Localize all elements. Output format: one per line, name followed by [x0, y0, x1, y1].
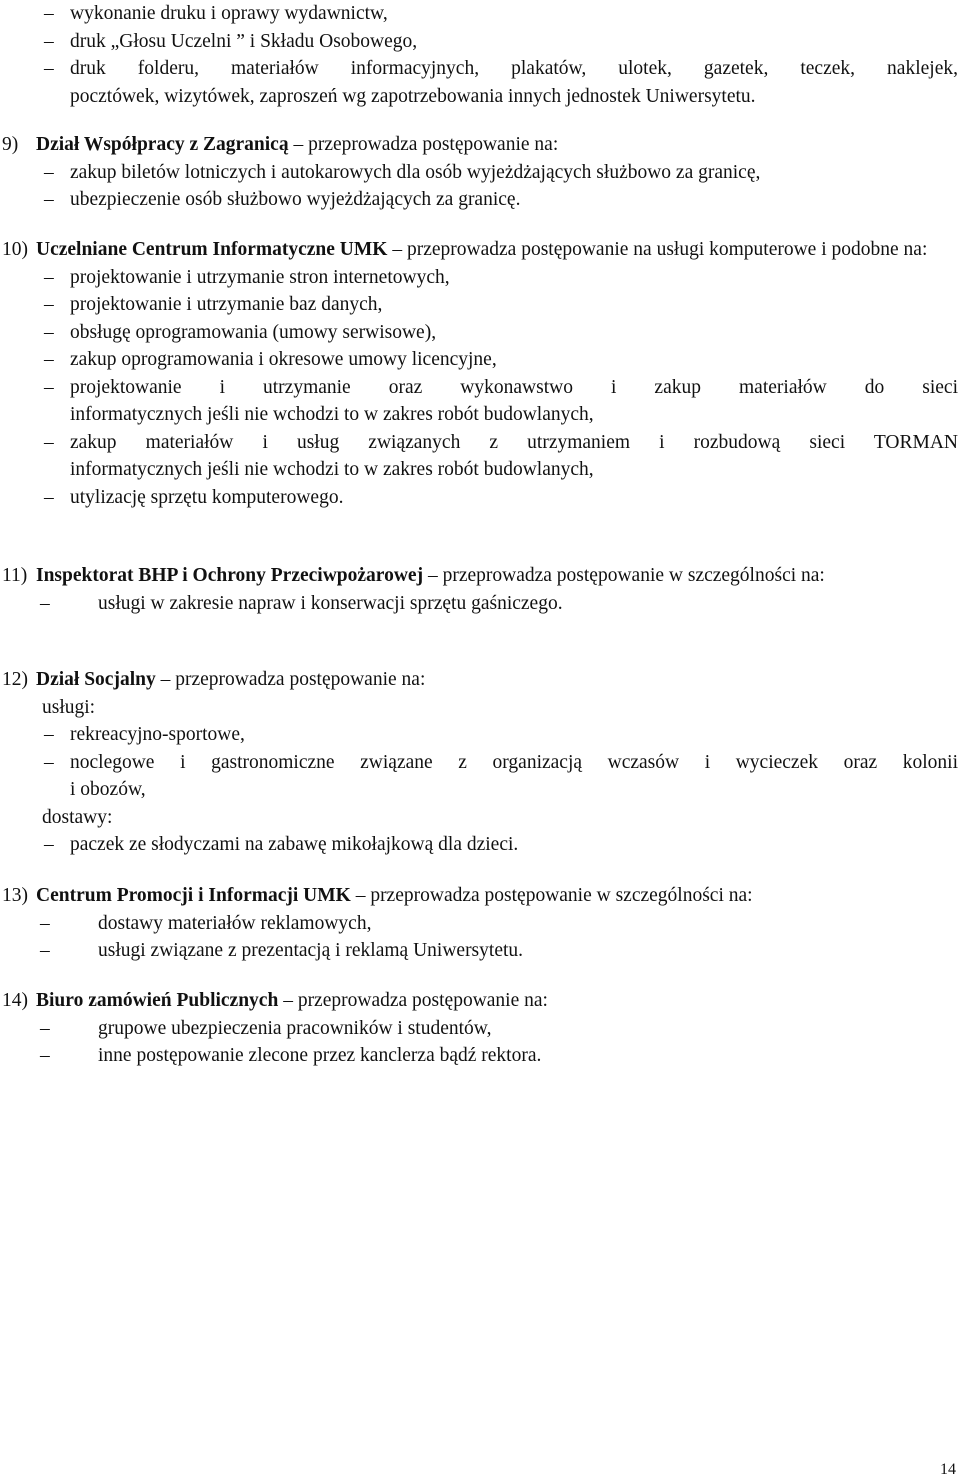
dash-marker: – — [44, 30, 54, 52]
dash-marker: – — [44, 751, 54, 773]
dash-marker: – — [44, 431, 54, 453]
unit-name: Dział Socjalny — [36, 669, 156, 690]
dash-marker: – — [40, 940, 50, 961]
section-number: 10) — [2, 239, 28, 260]
section-heading: Dział Socjalny – przeprowadza postępowanie na: — [36, 669, 426, 690]
section-number: 14) — [2, 990, 28, 1011]
list-item: – projektowanie i utrzymanie stron internetowych, — [36, 264, 958, 292]
intro-section — [0, 0, 958, 110]
services-label: usługi: — [42, 696, 96, 718]
dash-marker: – — [44, 161, 54, 183]
section-number: 12) — [2, 669, 28, 690]
dash-marker: – — [44, 321, 54, 343]
list-item-continuation: informatycznych jeśli nie wchodzi to w zakres robót budowlanych, — [70, 459, 594, 480]
list-item: – dostawy materiałów reklamowych, — [36, 910, 958, 938]
section-11 — [0, 562, 958, 617]
list-item-continuation: i obozów, — [70, 779, 146, 800]
list-item: – usługi w zakresie napraw i konserwacji sprzętu gaśniczego. — [36, 590, 958, 618]
list-item: – rekreacyjno-sportowe, — [36, 721, 958, 749]
list-item: – zakup materiałów i usług związanych z utrzymaniem i rozbudową sieci TORMAN — [36, 429, 958, 457]
list-item: – usługi związane z prezentacją i reklamą Uniwersytetu. — [36, 937, 958, 965]
list-item: – utylizację sprzętu komputerowego. — [36, 484, 958, 512]
section-number: 11) — [2, 565, 28, 586]
dash-marker: – — [44, 3, 54, 24]
dash-marker: – — [44, 486, 54, 508]
list-item: – grupowe ubezpieczenia pracowników i studentów, — [36, 1015, 958, 1043]
section-heading: Inspektorat BHP i Ochrony Przeciwpożarowej – przeprowadza postępowanie w szczególności na: — [36, 565, 825, 586]
list-item: – ubezpieczenie osób służbowo wyjeżdżających za granicę. — [36, 186, 958, 214]
section-10 — [0, 236, 958, 511]
list-item: – zakup oprogramowania i okresowe umowy licencyjne, — [36, 346, 958, 374]
dash-marker: – — [44, 58, 54, 79]
unit-name: Dział Współpracy z Zagranicą — [36, 134, 289, 155]
unit-name: Inspektorat BHP i Ochrony Przeciwpożarowej — [36, 565, 424, 586]
dash-marker: – — [40, 1017, 50, 1039]
supplies-label: dostawy: — [42, 806, 113, 828]
page-number: 14 — [940, 1461, 956, 1478]
list-item-continuation: pocztówek, wizytówek, zaproszeń wg zapotrzebowania innych jednostek Uniwersytetu. — [70, 85, 756, 107]
unit-name: Biuro zamówień Publicznych — [36, 990, 279, 1011]
dash-marker: – — [44, 376, 54, 398]
section-number: 13) — [2, 885, 28, 906]
dash-marker: – — [44, 349, 54, 370]
unit-name: Centrum Promocji i Informacji UMK — [36, 885, 351, 906]
dash-marker: – — [44, 294, 54, 315]
list-item: – inne postępowanie zlecone przez kanclerza bądź rektora. — [36, 1042, 958, 1070]
section-13 — [0, 882, 958, 965]
list-item-continuation: informatycznych jeśli nie wchodzi to w zakres robót budowlanych, — [70, 404, 594, 425]
unit-name: Uczelniane Centrum Informatyczne UMK — [36, 239, 388, 260]
list-item: – projektowanie i utrzymanie oraz wykonawstwo i zakup materiałów do sieci — [36, 374, 958, 402]
section-heading: Centrum Promocji i Informacji UMK – przeprowadza postępowanie w szczególności na: — [36, 885, 753, 906]
list-item: – noclegowe i gastronomiczne związane z organizacją wczasów i wycieczek oraz kolonii — [36, 749, 958, 777]
section-number: 9) — [2, 134, 19, 155]
section-9 — [0, 131, 958, 214]
dash-marker: – — [44, 189, 54, 210]
section-heading: Uczelniane Centrum Informatyczne UMK – przeprowadza postępowanie na usługi komputerowe i podobne na: — [36, 239, 928, 260]
dash-marker: – — [44, 834, 54, 855]
list-item: – wykonanie druku i oprawy wydawnictw, — [36, 0, 958, 28]
list-item: – projektowanie i utrzymanie baz danych, — [36, 291, 958, 319]
list-item: – zakup biletów lotniczych i autokarowych dla osób wyjeżdżających służbowo za granicę, — [36, 159, 958, 187]
section-heading: Biuro zamówień Publicznych – przeprowadza postępowanie na: — [36, 990, 548, 1011]
list-item: – obsługę oprogramowania (umowy serwisowe), — [36, 319, 958, 347]
list-item: – druk folderu, materiałów informacyjnych, plakatów, ulotek, gazetek, teczek, naklejek, — [36, 55, 958, 83]
dash-marker: – — [40, 912, 50, 934]
section-heading: Dział Współpracy z Zagranicą – przeprowadza postępowanie na: — [36, 134, 559, 155]
dash-marker: – — [40, 1045, 50, 1066]
list-item: – druk „Głosu Uczelni ” i Składu Osobowego, — [36, 28, 958, 56]
section-12 — [0, 666, 958, 859]
list-item: – paczek ze słodyczami na zabawę mikołajkową dla dzieci. — [36, 831, 958, 859]
section-14 — [0, 987, 958, 1070]
dash-marker: – — [40, 592, 50, 614]
dash-marker: – — [44, 266, 54, 288]
dash-marker: – — [44, 724, 54, 745]
